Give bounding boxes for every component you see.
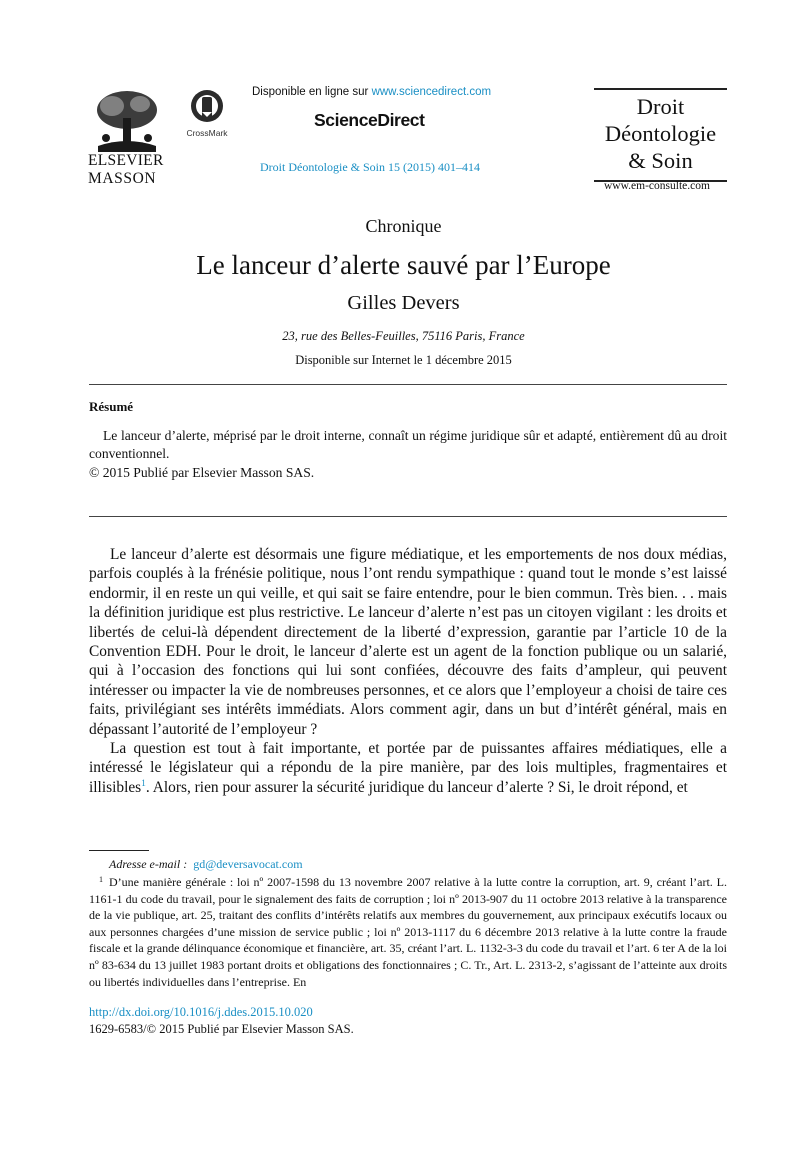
author-affiliation: 23, rue des Belles-Feuilles, 75116 Paris, France	[282, 329, 525, 343]
available-online-line	[252, 86, 491, 98]
issn-copyright: 1629-6583/© 2015 Publié par Elsevier Masson SAS.	[89, 1022, 354, 1036]
elsevier-tree-icon	[92, 88, 162, 152]
crossmark-icon	[189, 88, 225, 126]
journal-logo	[594, 88, 727, 182]
doi-link[interactable]: http://dx.doi.org/10.1016/j.ddes.2015.10.020	[89, 1005, 313, 1019]
sciencedirect-brand: ScienceDirect	[314, 110, 425, 130]
journal-reference-link[interactable]: Droit Déontologie & Soin 15 (2015) 401–414	[260, 160, 480, 174]
abstract-copyright: © 2015 Publié par Elsevier Masson SAS.	[89, 465, 315, 480]
email-label: Adresse e-mail :	[109, 857, 188, 871]
author-name: Gilles Devers	[347, 292, 460, 314]
author-email-line	[109, 857, 303, 872]
publisher-name-line1: ELSEVIER	[88, 152, 164, 169]
body-paragraph	[89, 739, 727, 797]
body-paragraph-text: . Alors, rien pour assurer la sécurité juridique du lanceur d’alerte ? Si, le droit répond, et	[145, 778, 688, 796]
section-label: Chronique	[365, 216, 442, 236]
available-online-prefix: Disponible en ligne sur	[252, 86, 369, 98]
footnote-text: D’une manière générale : loi nº 2007-1598 du 13 novembre 2007 relative à la lutte contre la corruption, art. 9, créant l’art. L. 1161-1 du code du travail, pour le signalement des faits de corruption ; loi nº 2013-907 du 11 octobre 2013 relative à la transparence de la vie publique, art. 25, traitant des conflits d’intérêts relatifs aux membres du gouvernement, aux principaux exécutifs locaux ou aux personnes chargées d’une mission de service public ; loi nº 2013-1117 du 6 décembre 2013 relative à la lutte contre la fraude fiscale et la grande délinquance économique et financière, art. 35, créant l’art. L. 1132-3-3 du code du travail et l’art. 6 ter A de la loi nº 83-634 du 13 juillet 1983 portant droits et obligations des fonctionnaires ; C. Tr., Art. L. 2313-2, s’agissant de l’atteinte aux droits ou libertés individuelles dans l’entreprise. En	[89, 875, 727, 989]
journal-logo-line: & Soin	[628, 148, 693, 173]
footnote-number: 1	[99, 875, 103, 884]
divider	[89, 384, 727, 385]
abstract-text: Le lanceur d’alerte, méprisé par le droit interne, connaît un régime juridique sûr et adapté, entièrement dû au droit conventionnel.	[89, 428, 727, 461]
footnote	[89, 874, 727, 990]
publisher-name-line2: MASSON	[88, 170, 157, 187]
email-link[interactable]: gd@deversavocat.com	[193, 857, 303, 871]
sciencedirect-link[interactable]: www.sciencedirect.com	[371, 86, 492, 98]
journal-site-url: www.em-consulte.com	[604, 180, 710, 192]
abstract-heading: Résumé	[89, 399, 134, 414]
article-body	[89, 545, 727, 797]
abstract-body	[89, 427, 727, 463]
footnote-reference[interactable]: 1	[141, 778, 146, 789]
footnote-divider	[89, 850, 149, 851]
crossmark-label: CrossMark	[186, 128, 228, 138]
divider	[89, 516, 727, 517]
available-date: Disponible sur Internet le 1 décembre 2015	[295, 353, 512, 367]
journal-logo-line: Droit	[636, 94, 685, 119]
body-paragraph: Le lanceur d’alerte est désormais une figure médiatique, et les emportements de nos doux médias, parfois couplés à la frénésie politique, nous l’ont rendu sympathique : quand tout le monde s’est laissé endormir, il en reste un qui veille, et qui sait se faire entendre, pour le bien commun. Très bien. . . mais la définition juridique est plus restrictive. Le lanceur d’alerte n’est pas un citoyen vigilant : les droits et libertés de celui-là dépendent directement de la liberté d’expression, garantie par l’article 10 de la Convention EDH. Pour le droit, le lanceur d’alerte est un agent de la fonction publique ou un salarié, qui à l’occasion des fonctions qui lui sont confiées, découvre des faits d’ampleur, qui peuvent intéresser ou impacter la vie de nombreuses personnes, et ce alors que l’employeur a choisi de taire ces faits, privilégiant ses intérêts immédiats. Alors comment agir, dans un but d’intérêt général, mais en dépassant l’autorité de l’employeur ?	[89, 546, 727, 738]
article-title: Le lanceur d’alerte sauvé par l’Europe	[196, 250, 611, 280]
crossmark-badge[interactable]	[184, 88, 230, 140]
body-paragraph-text: La question est tout à fait importante, et portée par de puissantes affaires médiatiques, elle a intéressé le législateur qui a répondu de la pire manière, par des lois multiples, fragmentaires et illisibles	[89, 740, 727, 796]
elsevier-masson-logo	[88, 88, 170, 188]
journal-logo-line: Déontologie	[604, 121, 717, 146]
